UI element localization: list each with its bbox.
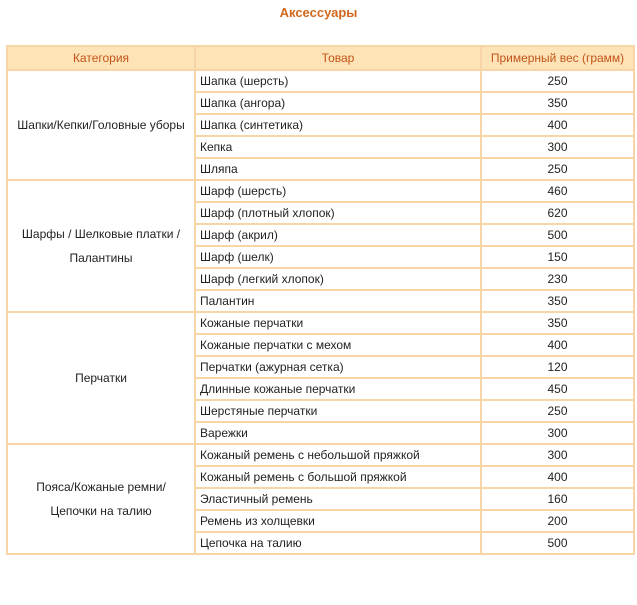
accessories-weight-table xyxy=(6,45,635,555)
item-name-cell: Шапка (ангора) xyxy=(195,92,481,114)
category-cell xyxy=(7,180,195,312)
category-label-line: Перчатки xyxy=(75,371,127,385)
item-weight-cell: 300 xyxy=(481,422,634,444)
item-name-cell: Варежки xyxy=(195,422,481,444)
item-weight-cell: 250 xyxy=(481,158,634,180)
item-name-cell: Шарф (шерсть) xyxy=(195,180,481,202)
table-body xyxy=(7,70,634,554)
item-weight-cell: 300 xyxy=(481,444,634,466)
category-label-line: Цепочки на талию xyxy=(50,504,152,518)
category-label-line: Палантины xyxy=(69,251,133,265)
page-title: Аксессуары xyxy=(279,5,358,20)
item-weight-cell: 350 xyxy=(481,312,634,334)
item-name-cell: Кепка xyxy=(195,136,481,158)
item-weight-cell: 460 xyxy=(481,180,634,202)
item-weight-cell: 350 xyxy=(481,290,634,312)
item-weight-cell: 120 xyxy=(481,356,634,378)
table-row xyxy=(7,70,634,92)
column-header-item: Товар xyxy=(195,46,481,70)
item-name-cell: Шарф (шелк) xyxy=(195,246,481,268)
category-label-line: Шарфы / Шелковые платки / xyxy=(21,227,181,241)
item-weight-cell: 500 xyxy=(481,532,634,554)
item-name-cell: Шерстяные перчатки xyxy=(195,400,481,422)
category-cell xyxy=(7,444,195,554)
item-name-cell: Эластичный ремень xyxy=(195,488,481,510)
category-label-line: Шапки/Кепки/Головные уборы xyxy=(17,118,185,132)
table-row xyxy=(7,312,634,334)
item-weight-cell: 230 xyxy=(481,268,634,290)
item-weight-cell: 250 xyxy=(481,70,634,92)
table-header-row xyxy=(7,46,634,70)
item-name-cell: Кожаный ремень с большой пряжкой xyxy=(195,466,481,488)
item-weight-cell: 400 xyxy=(481,114,634,136)
item-name-cell: Кожаные перчатки с мехом xyxy=(195,334,481,356)
item-name-cell: Цепочка на талию xyxy=(195,532,481,554)
item-weight-cell: 300 xyxy=(481,136,634,158)
item-weight-cell: 250 xyxy=(481,400,634,422)
category-cell xyxy=(7,312,195,444)
item-name-cell: Шарф (плотный хлопок) xyxy=(195,202,481,224)
item-weight-cell: 400 xyxy=(481,334,634,356)
item-weight-cell: 200 xyxy=(481,510,634,532)
item-name-cell: Кожаный ремень с небольшой пряжкой xyxy=(195,444,481,466)
item-name-cell: Палантин xyxy=(195,290,481,312)
item-name-cell: Шарф (легкий хлопок) xyxy=(195,268,481,290)
item-weight-cell: 150 xyxy=(481,246,634,268)
item-name-cell: Ремень из холщевки xyxy=(195,510,481,532)
item-weight-cell: 620 xyxy=(481,202,634,224)
item-weight-cell: 400 xyxy=(481,466,634,488)
item-name-cell: Шарф (акрил) xyxy=(195,224,481,246)
item-weight-cell: 450 xyxy=(481,378,634,400)
item-weight-cell: 350 xyxy=(481,92,634,114)
item-name-cell: Длинные кожаные перчатки xyxy=(195,378,481,400)
item-name-cell: Кожаные перчатки xyxy=(195,312,481,334)
table-row xyxy=(7,444,634,466)
item-name-cell: Шапка (синтетика) xyxy=(195,114,481,136)
item-name-cell: Шляпа xyxy=(195,158,481,180)
category-label-line: Пояса/Кожаные ремни/ xyxy=(36,480,166,494)
item-weight-cell: 500 xyxy=(481,224,634,246)
category-cell xyxy=(7,70,195,180)
column-header-weight: Примерный вес (грамм) xyxy=(481,46,634,70)
column-header-category: Категория xyxy=(7,46,195,70)
item-weight-cell: 160 xyxy=(481,488,634,510)
table-row xyxy=(7,180,634,202)
item-name-cell: Шапка (шерсть) xyxy=(195,70,481,92)
item-name-cell: Перчатки (ажурная сетка) xyxy=(195,356,481,378)
